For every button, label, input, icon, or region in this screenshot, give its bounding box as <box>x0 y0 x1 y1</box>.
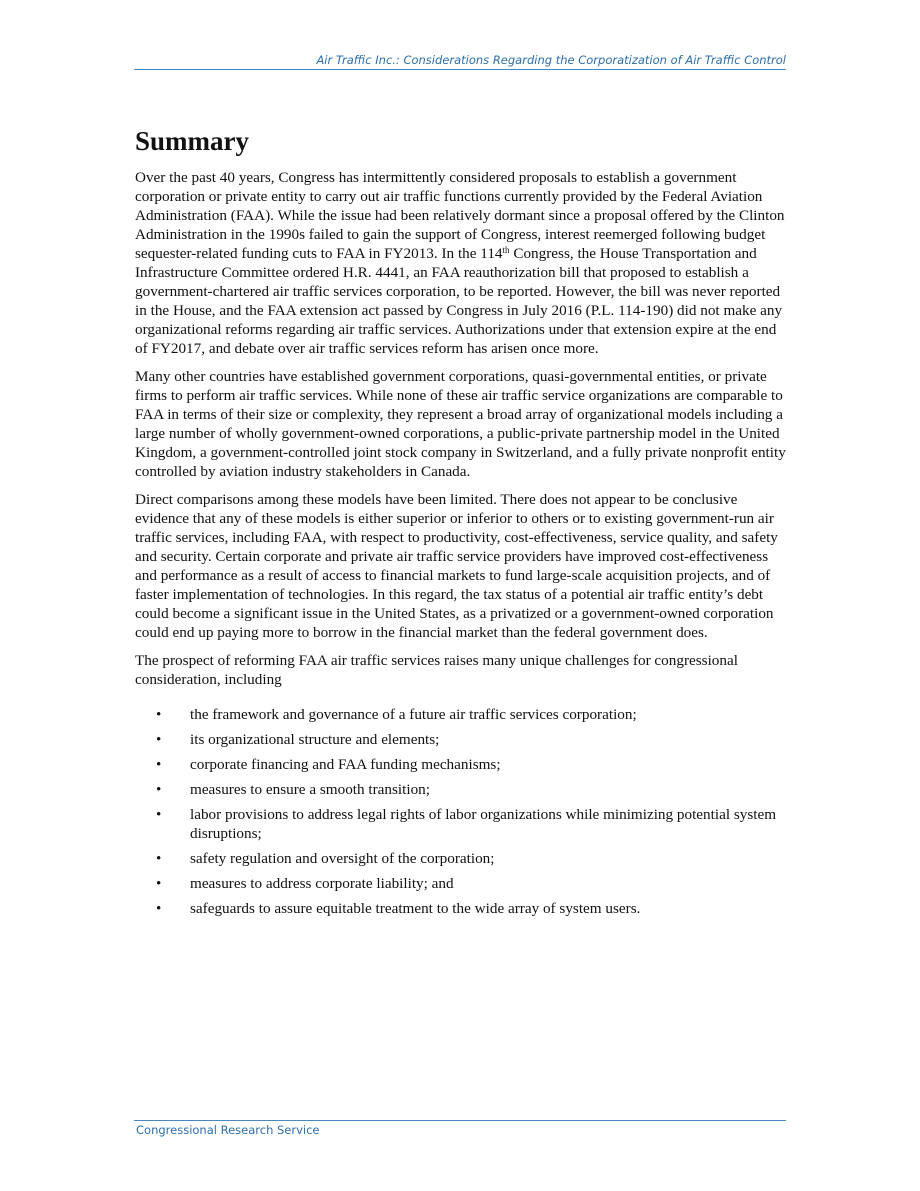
bullet-icon: • <box>156 875 162 892</box>
list-item <box>135 730 787 749</box>
list-item <box>135 780 787 799</box>
list-item-text: corporate financing and FAA funding mechanisms; <box>190 756 501 773</box>
bullet-icon: • <box>156 706 162 723</box>
list-item-text: measures to address corporate liability; and <box>190 875 454 892</box>
summary-paragraph-3: Direct comparisons among these models have been limited. There does not appear to be conclusive evidence that any of these models is either superior or inferior to others or to existing government-run air traffic services, including FAA, with respect to productivity, cost-effectiveness, service quality, and safety and security. Certain corporate and private air traffic service providers have improved cost-effectiveness and performance as a result of access to financial markets to fund large-scale acquisition projects, and of faster implementation of technologies. In this regard, the tax status of a potential air traffic entity’s debt could become a significant issue in the United States, as a privatized or a government-owned corporation could end up paying more to borrow in the financial market than the federal government does. <box>135 491 778 641</box>
list-item-text: its organizational structure and elements; <box>190 731 440 748</box>
summary-paragraph-4: The prospect of reforming FAA air traffic services raises many unique challenges for congressional consideration, including <box>135 652 738 688</box>
ordinal-superscript: th <box>502 245 510 255</box>
list-item-text: labor provisions to address legal rights of labor organizations while minimizing potential system disruptions; <box>190 806 777 842</box>
header-rule <box>134 69 786 70</box>
list-item <box>135 874 787 893</box>
footer-organization: Congressional Research Service <box>136 1123 320 1137</box>
summary-paragraph-1 <box>135 168 787 358</box>
list-item <box>135 805 787 843</box>
list-item-text: safeguards to assure equitable treatment to the wide array of system users. <box>190 900 641 917</box>
bullet-icon: • <box>156 900 162 917</box>
list-item <box>135 705 787 724</box>
footer-rule <box>134 1120 786 1121</box>
bullet-icon: • <box>156 806 162 823</box>
list-item <box>135 899 787 918</box>
list-item <box>135 849 787 868</box>
list-item-text: safety regulation and oversight of the corporation; <box>190 850 495 867</box>
list-item-text: measures to ensure a smooth transition; <box>190 781 430 798</box>
summary-paragraph-2: Many other countries have established government corporations, quasi-governmental entities, or private firms to perform air traffic services. While none of these air traffic service organizations are comparable to FAA in terms of their size or complexity, they represent a broad array of organizational models including a large number of wholly government-owned corporations, a public-private partnership model in the United Kingdom, a government-controlled joint stock company in Switzerland, and a fully private nonprofit entity controlled by aviation industry stakeholders in Canada. <box>135 368 786 480</box>
summary-section <box>135 124 787 924</box>
paragraph-1-text-b: Congress, the House Transportation and Infrastructure Committee ordered H.R. 4441, an FAA reauthorization bill that proposed to establish a government-chartered air traffic services corporation, to be reported. However, the bill was never reported in the House, and the FAA extension act passed by Congress in July 2016 (P.L. 114-190) did not make any organizational reforms regarding air traffic services. Authorizations under that extension expire at the end of FY2017, and debate over air traffic services reform has arisen once more. <box>135 245 783 357</box>
bullet-icon: • <box>156 756 162 773</box>
section-title: Summary <box>135 126 249 156</box>
list-item-text: the framework and governance of a future air traffic services corporation; <box>190 706 637 723</box>
list-item <box>135 755 787 774</box>
paragraph-1-text-a: Over the past 40 years, Congress has intermittently considered proposals to establish a government corporation or private entity to carry out air traffic functions currently provided by the Federal Aviation Administration (FAA). While the issue had been relatively dormant since a proposal offered by the Clinton Administration in the 1990s failed to gain the support of Congress, interest reemerged following budget sequester-related funding cuts to FAA in FY2013. In the 114 <box>135 169 785 262</box>
bullet-icon: • <box>156 850 162 867</box>
challenges-list <box>135 705 787 918</box>
running-header: Air Traffic Inc.: Considerations Regarding the Corporatization of Air Traffic Control <box>316 53 786 67</box>
bullet-icon: • <box>156 781 162 798</box>
bullet-icon: • <box>156 731 162 748</box>
